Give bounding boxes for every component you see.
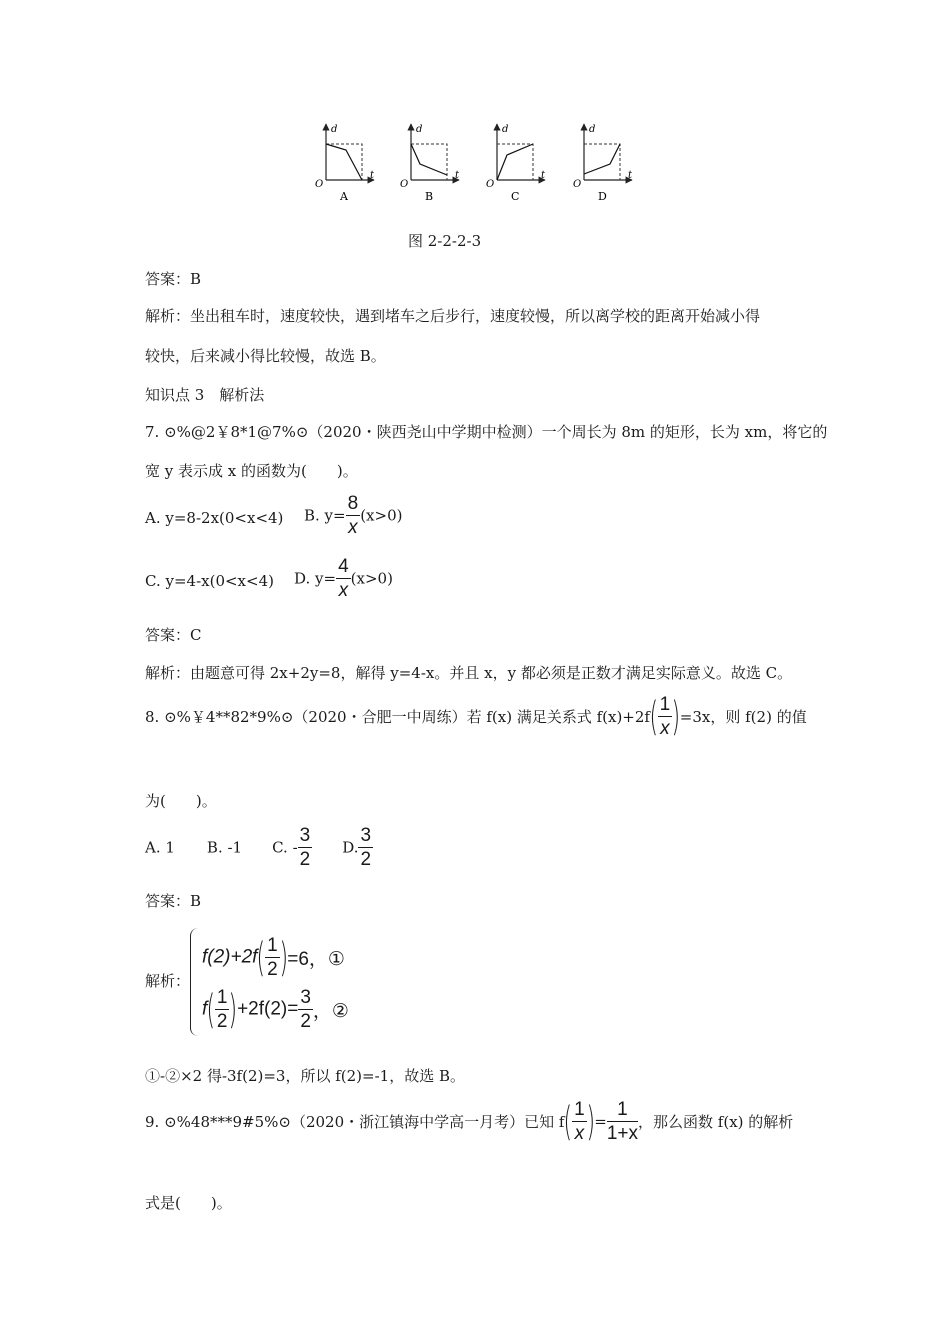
q9-stem-denominator: x	[574, 1123, 585, 1144]
axis-label-d: d	[589, 124, 596, 135]
panel-label-d: D	[598, 190, 607, 203]
section-heading: 知识点 3 解析法	[145, 386, 265, 404]
q7-option-b-denominator: x	[348, 517, 358, 538]
q6-analysis-line2: 较快，后来减小得比较慢，故选 B。	[145, 347, 386, 365]
q8-option-d-numerator: 3	[360, 825, 372, 846]
q8-option-a: A. 1	[145, 838, 175, 857]
q8-stem-line2: 为( )。	[145, 792, 217, 810]
eq1-suffix: =6，①	[287, 949, 345, 970]
q8-stem-prefix: 8. ⊙%￥4**82*9%⊙（2020・合肥一中周练）若 f(x) 满足关系式 f(x)+2f	[145, 708, 650, 726]
eq1-numerator: 1	[267, 935, 278, 956]
q7-stem-line1: 7. ⊙%@2￥8*1@7%⊙（2020・陕西尧山中学期中检测）一个周长为 8m 的矩形，长为 xm，将它的	[145, 423, 828, 441]
q8-option-c-prefix: C. -	[272, 838, 298, 857]
origin-label: O	[400, 179, 409, 190]
q8-analysis-label: 解析：	[145, 972, 191, 990]
q9-stem-right-denominator: 1+x	[606, 1123, 639, 1144]
graph-panel-d	[573, 124, 633, 203]
q7-option-d-prefix: D. y=	[294, 569, 337, 588]
eq2-prefix: f	[202, 998, 208, 1020]
q8-option-d-prefix: D.	[342, 838, 359, 857]
eq2-denominator: 2	[216, 1011, 228, 1032]
axis-label-d: d	[416, 124, 423, 135]
equation-system-brace	[190, 928, 199, 1036]
system-equation-2: f( $\frac{1}{2}$ )+2f(2)= $\frac{3}{2}$ ，②	[202, 986, 349, 1033]
q8-options	[145, 826, 373, 869]
q7-option-a: A. y=8-2x(0<x<4)	[145, 509, 284, 527]
axis-label-t: t	[455, 170, 460, 181]
q7-option-b-prefix: B. y=	[304, 506, 346, 525]
eq2-right-denominator: 2	[300, 1011, 311, 1032]
eq1-prefix: f(2)+2f	[202, 946, 258, 968]
distance-time-figure	[300, 112, 650, 212]
origin-label: O	[315, 179, 324, 190]
panel-label-a: A	[340, 190, 348, 203]
q7-option-c: C. y=4-x(0<x<4)	[145, 572, 274, 590]
q9-stem-prefix: 9. ⊙%48***9#5%⊙（2020・浙江镇海中学高一月考）已知 f	[145, 1113, 565, 1131]
q7-answer: 答案：C	[145, 626, 202, 644]
q9-stem-numerator: 1	[574, 1099, 585, 1120]
q7-analysis: 解析：由题意可得 2x+2y=8，解得 y=4-x。并且 x，y 都必须是正数才满足实际意义。故选 C。	[145, 664, 793, 682]
eq2-numerator: 1	[216, 987, 228, 1008]
axis-label-t: t	[628, 170, 633, 181]
q8-option-c-numerator: 3	[299, 825, 311, 846]
q8-stem-denominator: x	[660, 718, 670, 739]
q8-option-d-denominator: 2	[360, 849, 372, 870]
graph-panel-a	[315, 124, 375, 203]
q8-option-c-denominator: 2	[299, 849, 311, 870]
q9-stem-equals: =	[594, 1112, 607, 1131]
q8-conclusion: ①-②×2 得-3f(2)=3，所以 f(2)=-1，故选 B。	[145, 1067, 466, 1085]
q9-stem-suffix: ，那么函数 f(x) 的解析	[638, 1113, 794, 1131]
q7-option-b	[304, 494, 402, 537]
eq2-middle: +2f(2)=	[237, 998, 299, 1020]
q6-analysis-line1: 解析：坐出租车时，速度较快，遇到堵车之后步行，速度较慢，所以离学校的距离开始减小得	[145, 307, 761, 325]
axis-label-t: t	[370, 170, 375, 181]
q6-answer: 答案：B	[145, 270, 202, 288]
q8-stem-suffix: =3x，则 f(2) 的值	[679, 708, 807, 726]
eq1-denominator: 2	[267, 959, 278, 980]
q7-option-d	[294, 557, 393, 600]
q7-option-d-denominator: x	[338, 580, 349, 601]
system-equation-1: f(2)+2f( $\frac{1}{2}$ )=6，①	[202, 934, 345, 981]
origin-label: O	[573, 179, 582, 190]
panel-label-c: C	[511, 190, 520, 203]
panel-label-b: B	[425, 190, 434, 203]
q9-stem-right-numerator: 1	[607, 1100, 638, 1122]
q9-stem-line1: 9. ⊙%48***9#5%⊙（2020・浙江镇海中学高一月考）已知 f( $\frac{1}{x}$ )= $\frac{1}{1+x}$ ，那么函数 f(x) 的解析	[145, 1098, 794, 1145]
graph-panel-b	[400, 124, 460, 203]
q8-option-b: B. -1	[206, 838, 243, 857]
q7-option-b-numerator: 8	[347, 493, 359, 514]
axis-label-d: d	[331, 124, 338, 135]
q8-stem-line1: 8. ⊙%￥4**82*9%⊙（2020・合肥一中周练）若 f(x) 满足关系式 f(x)+2f( $\frac{1}{x}$ )=3x，则 f(2) 的值	[145, 693, 807, 740]
q8-answer: 答案：B	[145, 892, 202, 910]
q7-option-d-numerator: 4	[338, 556, 349, 577]
origin-label: O	[486, 179, 495, 190]
axis-label-t: t	[541, 170, 546, 181]
q7-option-b-suffix: (x>0)	[360, 506, 403, 525]
q7-option-d-suffix: (x>0)	[350, 569, 393, 588]
q8-stem-numerator: 1	[659, 694, 671, 715]
graph-panel-c	[486, 124, 546, 203]
axis-label-d: d	[502, 124, 509, 135]
eq2-suffix: ，②	[312, 1001, 349, 1022]
q9-stem-line2: 式是( )。	[145, 1194, 232, 1212]
eq2-right-numerator: 3	[300, 987, 311, 1008]
q7-stem-line2: 宽 y 表示成 x 的函数为( )。	[145, 462, 358, 480]
figure-caption: 图 2-2-2-3	[408, 232, 482, 250]
